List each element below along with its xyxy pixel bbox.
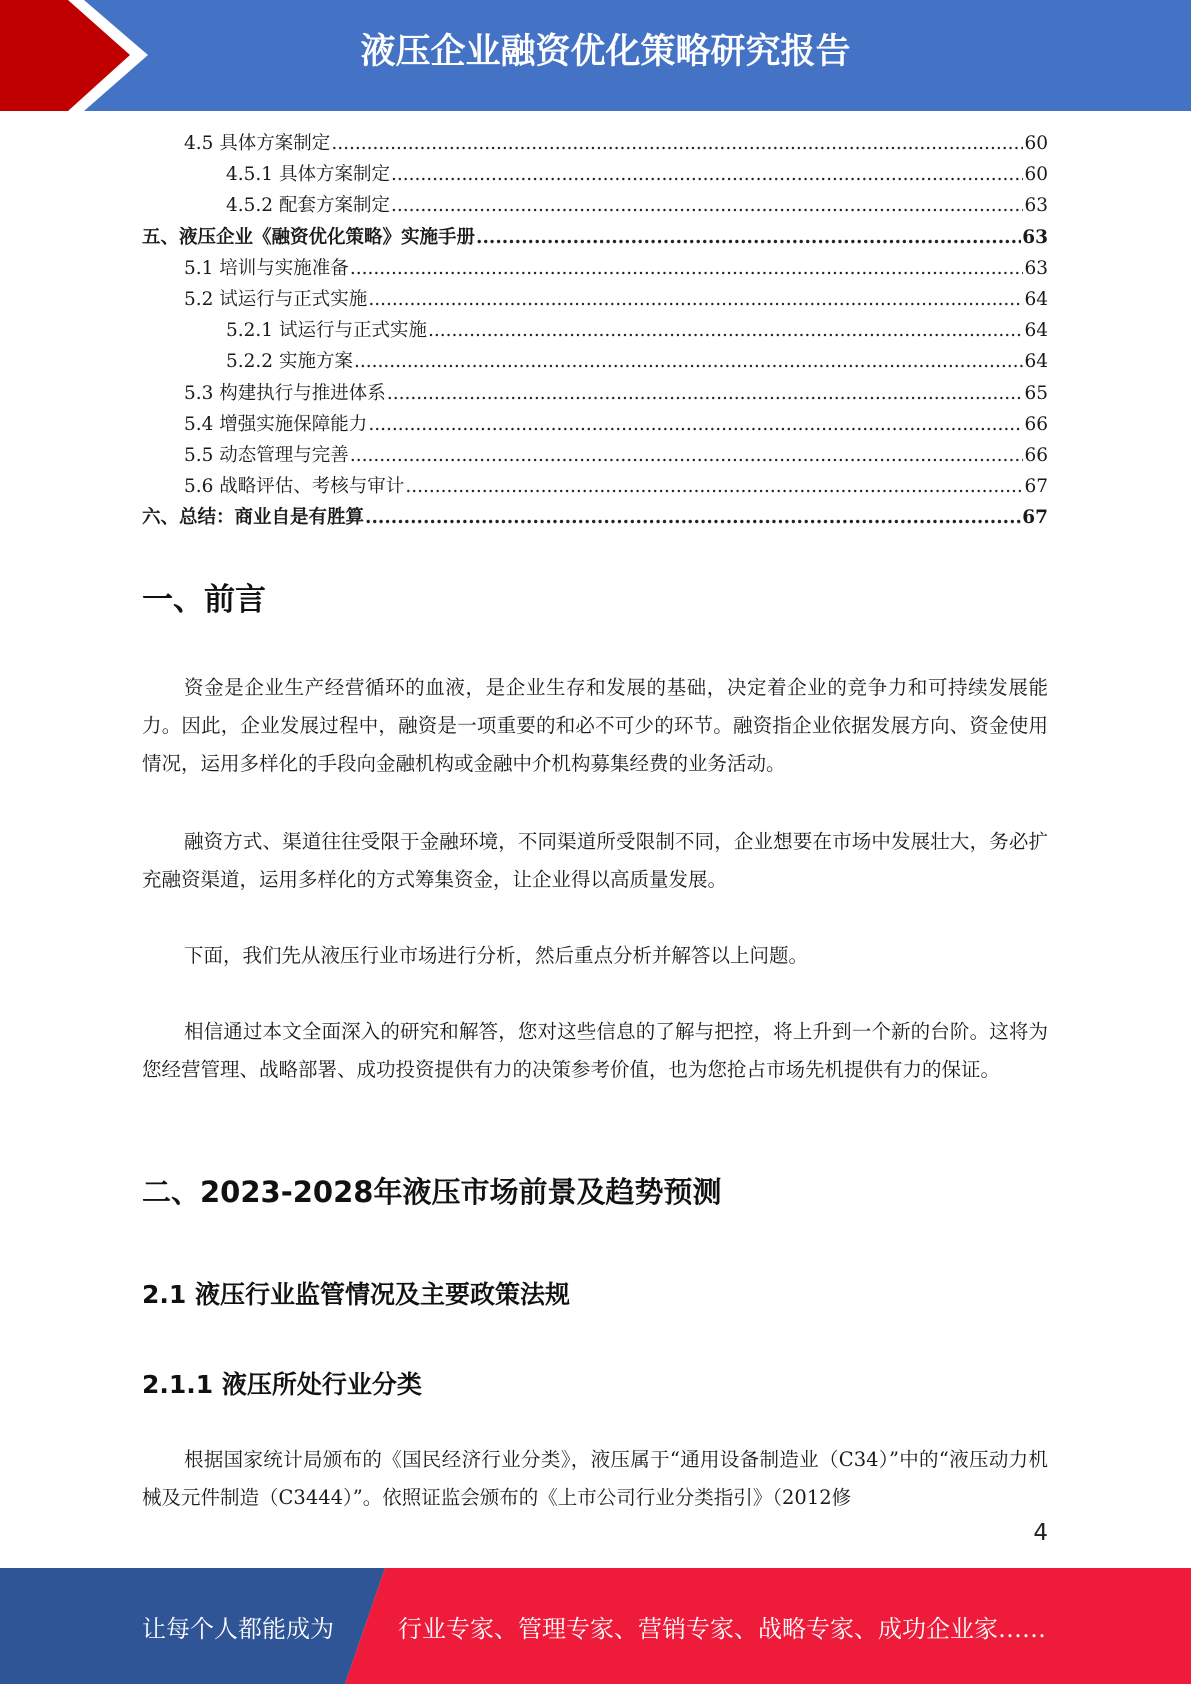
toc-leader-dots	[368, 284, 1023, 315]
toc-leader-dots	[391, 159, 1023, 190]
toc-entry-page: 67	[1024, 476, 1048, 498]
toc-leader-dots	[476, 222, 1021, 253]
toc-leader-dots	[331, 128, 1023, 159]
section-2-1-1-paragraph: 根据国家统计局颁布的《国民经济行业分类》，液压属于“通用设备制造业（C34）”中的“液压动力机械及元件制造（C3444）”。依照证监会颁布的《上市公司行业分类指引》（2012修	[142, 1448, 1048, 1509]
toc-entry[interactable]	[142, 440, 1048, 471]
toc-entry[interactable]	[142, 284, 1048, 315]
toc-entry[interactable]	[142, 502, 1048, 533]
toc-entry-title: 5.5 动态管理与完善	[184, 444, 349, 466]
toc-entry-title: 4.5 具体方案制定	[184, 133, 331, 154]
toc-entry-page: 60	[1024, 133, 1048, 154]
section-2-1-heading: 2.1 液压行业监管情况及主要政策法规	[142, 1280, 570, 1309]
toc-entry-title: 5.2.2 实施方案	[226, 351, 353, 373]
footer-slogan-right: 行业专家、管理专家、营销专家、战略专家、成功企业家……	[398, 1615, 1046, 1643]
toc-entry-page: 67	[1022, 507, 1048, 529]
section-2-1-1-heading: 2.1.1 液压所处行业分类	[142, 1370, 422, 1399]
toc-leader-dots	[428, 315, 1023, 346]
toc-entry-title: 5.2 试运行与正式实施	[184, 288, 368, 310]
toc-entry-title: 5.2.1 试运行与正式实施	[226, 320, 427, 342]
toc-entry[interactable]	[142, 315, 1048, 346]
toc-entry-page: 63	[1024, 257, 1048, 279]
toc-entry-title: 5.4 增强实施保障能力	[184, 413, 368, 435]
toc-entry-page: 66	[1024, 444, 1048, 466]
preface-paragraph-4: 相信通过本文全面深入的研究和解答，您对这些信息的了解与把控，将上升到一个新的台阶。这将为您经营管理、战略部署、成功投资提供有力的决策参考价值，也为您抢占市场先机提供有力的保证。	[142, 1020, 1048, 1081]
toc-entry-title: 4.5.2 配套方案制定	[226, 195, 390, 217]
toc-leader-dots	[391, 190, 1023, 221]
preface-paragraph-1: 资金是企业生产经营循环的血液，是企业生存和发展的基础，决定着企业的竞争力和可持续发展能力。因此，企业发展过程中，融资是一项重要的和必不可少的环节。融资指企业依据发展方向、资金使用情况，运用多样化的手段向金融机构或金融中介机构募集经费的业务活动。	[142, 676, 1048, 775]
toc-entry[interactable]	[142, 253, 1048, 284]
footer-slogan-left: 让每个人都能成为	[142, 1615, 334, 1643]
toc-leader-dots	[365, 502, 1021, 533]
toc-entry-page: 60	[1024, 164, 1048, 186]
toc-entry[interactable]	[142, 159, 1048, 190]
toc-entry-title: 5.1 培训与实施准备	[184, 257, 349, 279]
toc-leader-dots	[354, 346, 1024, 377]
toc-entry-page: 65	[1024, 382, 1048, 404]
toc-entry[interactable]	[142, 128, 1048, 159]
toc-entry[interactable]	[142, 378, 1048, 409]
toc-entry-title: 5.6 战略评估、考核与审计	[184, 476, 405, 498]
page-number: 4	[1033, 1520, 1048, 1546]
toc-entry-title: 4.5.1 具体方案制定	[226, 164, 390, 186]
toc-leader-dots	[350, 440, 1024, 471]
toc-entry-page: 64	[1024, 320, 1048, 342]
toc-entry[interactable]	[142, 409, 1048, 440]
toc-entry-page: 66	[1024, 413, 1048, 435]
page-header	[0, 0, 1191, 111]
toc-entry-page: 64	[1024, 288, 1048, 310]
toc-entry-title: 5.3 构建执行与推进体系	[184, 382, 386, 404]
toc-entry[interactable]	[142, 346, 1048, 377]
toc-leader-dots	[368, 409, 1023, 440]
chapter-2-heading: 二、2023-2028年液压市场前景及趋势预测	[142, 1175, 722, 1209]
preface-paragraph-2: 融资方式、渠道往往受限于金融环境，不同渠道所受限制不同，企业想要在市场中发展壮大，务必扩充融资渠道，运用多样化的方式筹集资金，让企业得以高质量发展。	[142, 830, 1048, 891]
toc-entry-page: 63	[1024, 195, 1048, 217]
toc-entry-page: 64	[1024, 351, 1048, 373]
toc-entry[interactable]	[142, 190, 1048, 221]
preface-paragraph-3: 下面，我们先从液压行业市场进行分析，然后重点分析并解答以上问题。	[184, 944, 809, 967]
toc-entry-title: 六、总结：商业自是有胜算	[142, 507, 365, 529]
toc-entry[interactable]	[142, 471, 1048, 502]
preface-heading: 一、前言	[142, 582, 266, 618]
report-title: 液压企业融资优化策略研究报告	[360, 32, 851, 72]
page-footer	[0, 1568, 1191, 1684]
toc-entry-title: 五、液压企业《融资优化策略》实施手册	[142, 226, 476, 248]
toc-leader-dots	[387, 378, 1024, 409]
toc-entry-page: 63	[1022, 226, 1048, 248]
toc-leader-dots	[405, 471, 1023, 502]
toc-entry[interactable]	[142, 222, 1048, 253]
toc-leader-dots	[350, 253, 1024, 284]
table-of-contents	[142, 128, 1048, 533]
